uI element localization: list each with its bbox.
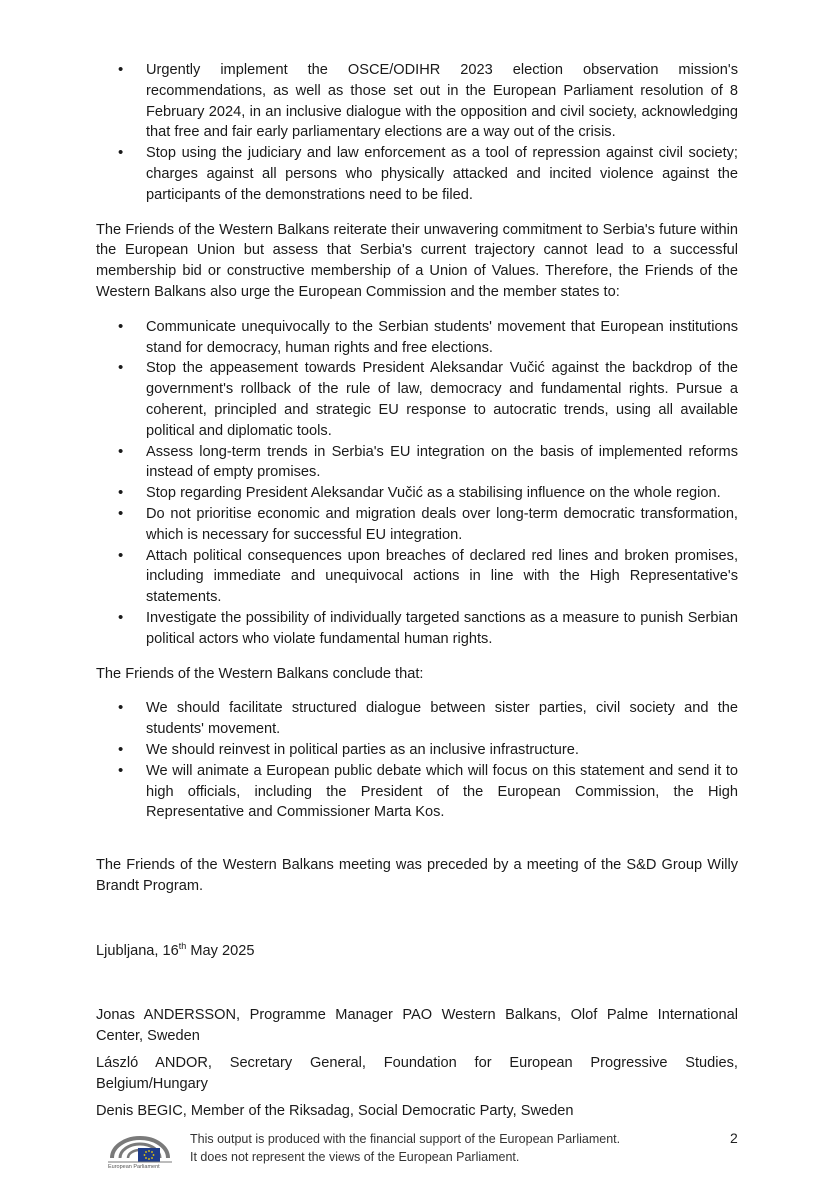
list-item: • Assess long-term trends in Serbia's EU integration on the basis of implemented reforms instead of empty promises. [96,442,738,484]
date-ordinal-suffix: th [178,940,187,951]
list-item: • Stop using the judiciary and law enforcement as a tool of repression against civil society; charges against all persons who physically attacked and incited violence against the participants of the demonstrations need to be filed. [96,143,738,205]
paragraph-commitment: The Friends of the Western Balkans reiterate their unwavering commitment to Serbia's future within the European Union but assess that Serbia's current trajectory cannot lead to a successful membership bid or constructive membership of a Union of Values. Therefore, the Friends of the Western Balkans also urge the European Commission and the member states to: [96,221,738,300]
footer-disclaimer [190,1130,620,1166]
paragraph-conclusion-intro: The Friends of the Western Balkans conclude that: [96,665,424,682]
paragraph-preceded-meeting: The Friends of the Western Balkans meeting was preceded by a meeting of the S&D Group Willy Brandt Program. [96,857,738,894]
signatory: Denis BEGIC, Member of the Riksadag, Social Democratic Party, Sweden [96,1102,574,1119]
list-item: • Urgently implement the OSCE/ODIHR 2023 election observation mission's recommendations, as well as those set out in the European Parliament resolution of 8 February 2024, in an inclusive dialogue with the opposition and civil society, acknowledging that free and fair early parliamentary elections are a way out of the crisis. [96,60,738,143]
disclaimer-line: This output is produced with the financial support of the European Parliament. [190,1132,621,1146]
recommendations-list-top [96,60,738,206]
list-item: • We will animate a European public debate which will focus on this statement and send it to high officials, including the President of the European Commission, the High Representative and Commissioner Marta Kos. [96,761,738,823]
list-item: • Do not prioritise economic and migration deals over long-term democratic transformation, which is necessary for successful EU integration. [96,504,738,546]
recommendations-list-middle [96,317,738,650]
date-month-year: May 2025 [186,942,255,959]
page-footer [108,1130,748,1174]
list-item: • Attach political consequences upon breaches of declared red lines and broken promises, including immediate and unequivocal actions in line with the High Representative's statements. [96,546,738,608]
date-city-day: Ljubljana, 16 [96,942,179,959]
document-page [96,60,738,1121]
european-parliament-logo [108,1132,172,1172]
page-number: 2 [730,1130,738,1146]
list-item: • We should facilitate structured dialogue between sister parties, civil society and the students' movement. [96,698,738,740]
parliament-hemicycle-icon [108,1132,172,1164]
list-item: • Stop the appeasement towards President Aleksandar Vučić against the backdrop of the government's rollback of the rule of law, democracy and fundamental rights. Pursue a coherent, principled and strategic EU response to autocratic trends, using all available political and diplomatic tools. [96,358,738,441]
date-line [96,941,738,962]
list-item: • Communicate unequivocally to the Serbian students' movement that European institutions stand for democracy, human rights and free elections. [96,317,738,359]
list-item: • Stop regarding President Aleksandar Vučić as a stabilising influence on the whole region. [96,483,738,504]
conclusions-list [96,698,738,823]
disclaimer-line: It does not represent the views of the European Parliament. [190,1150,520,1164]
logo-label: European Parliament [108,1164,160,1170]
signatory: László ANDOR, Secretary General, Foundation for European Progressive Studies, Belgium/Hungary [96,1055,738,1092]
signatory: Jonas ANDERSSON, Programme Manager PAO Western Balkans, Olof Palme International Center, Sweden [96,1007,738,1045]
list-item: • We should reinvest in political parties as an inclusive infrastructure. [96,740,738,761]
list-item: • Investigate the possibility of individually targeted sanctions as a measure to punish Serbian political actors who violate fundamental human rights. [96,608,738,650]
